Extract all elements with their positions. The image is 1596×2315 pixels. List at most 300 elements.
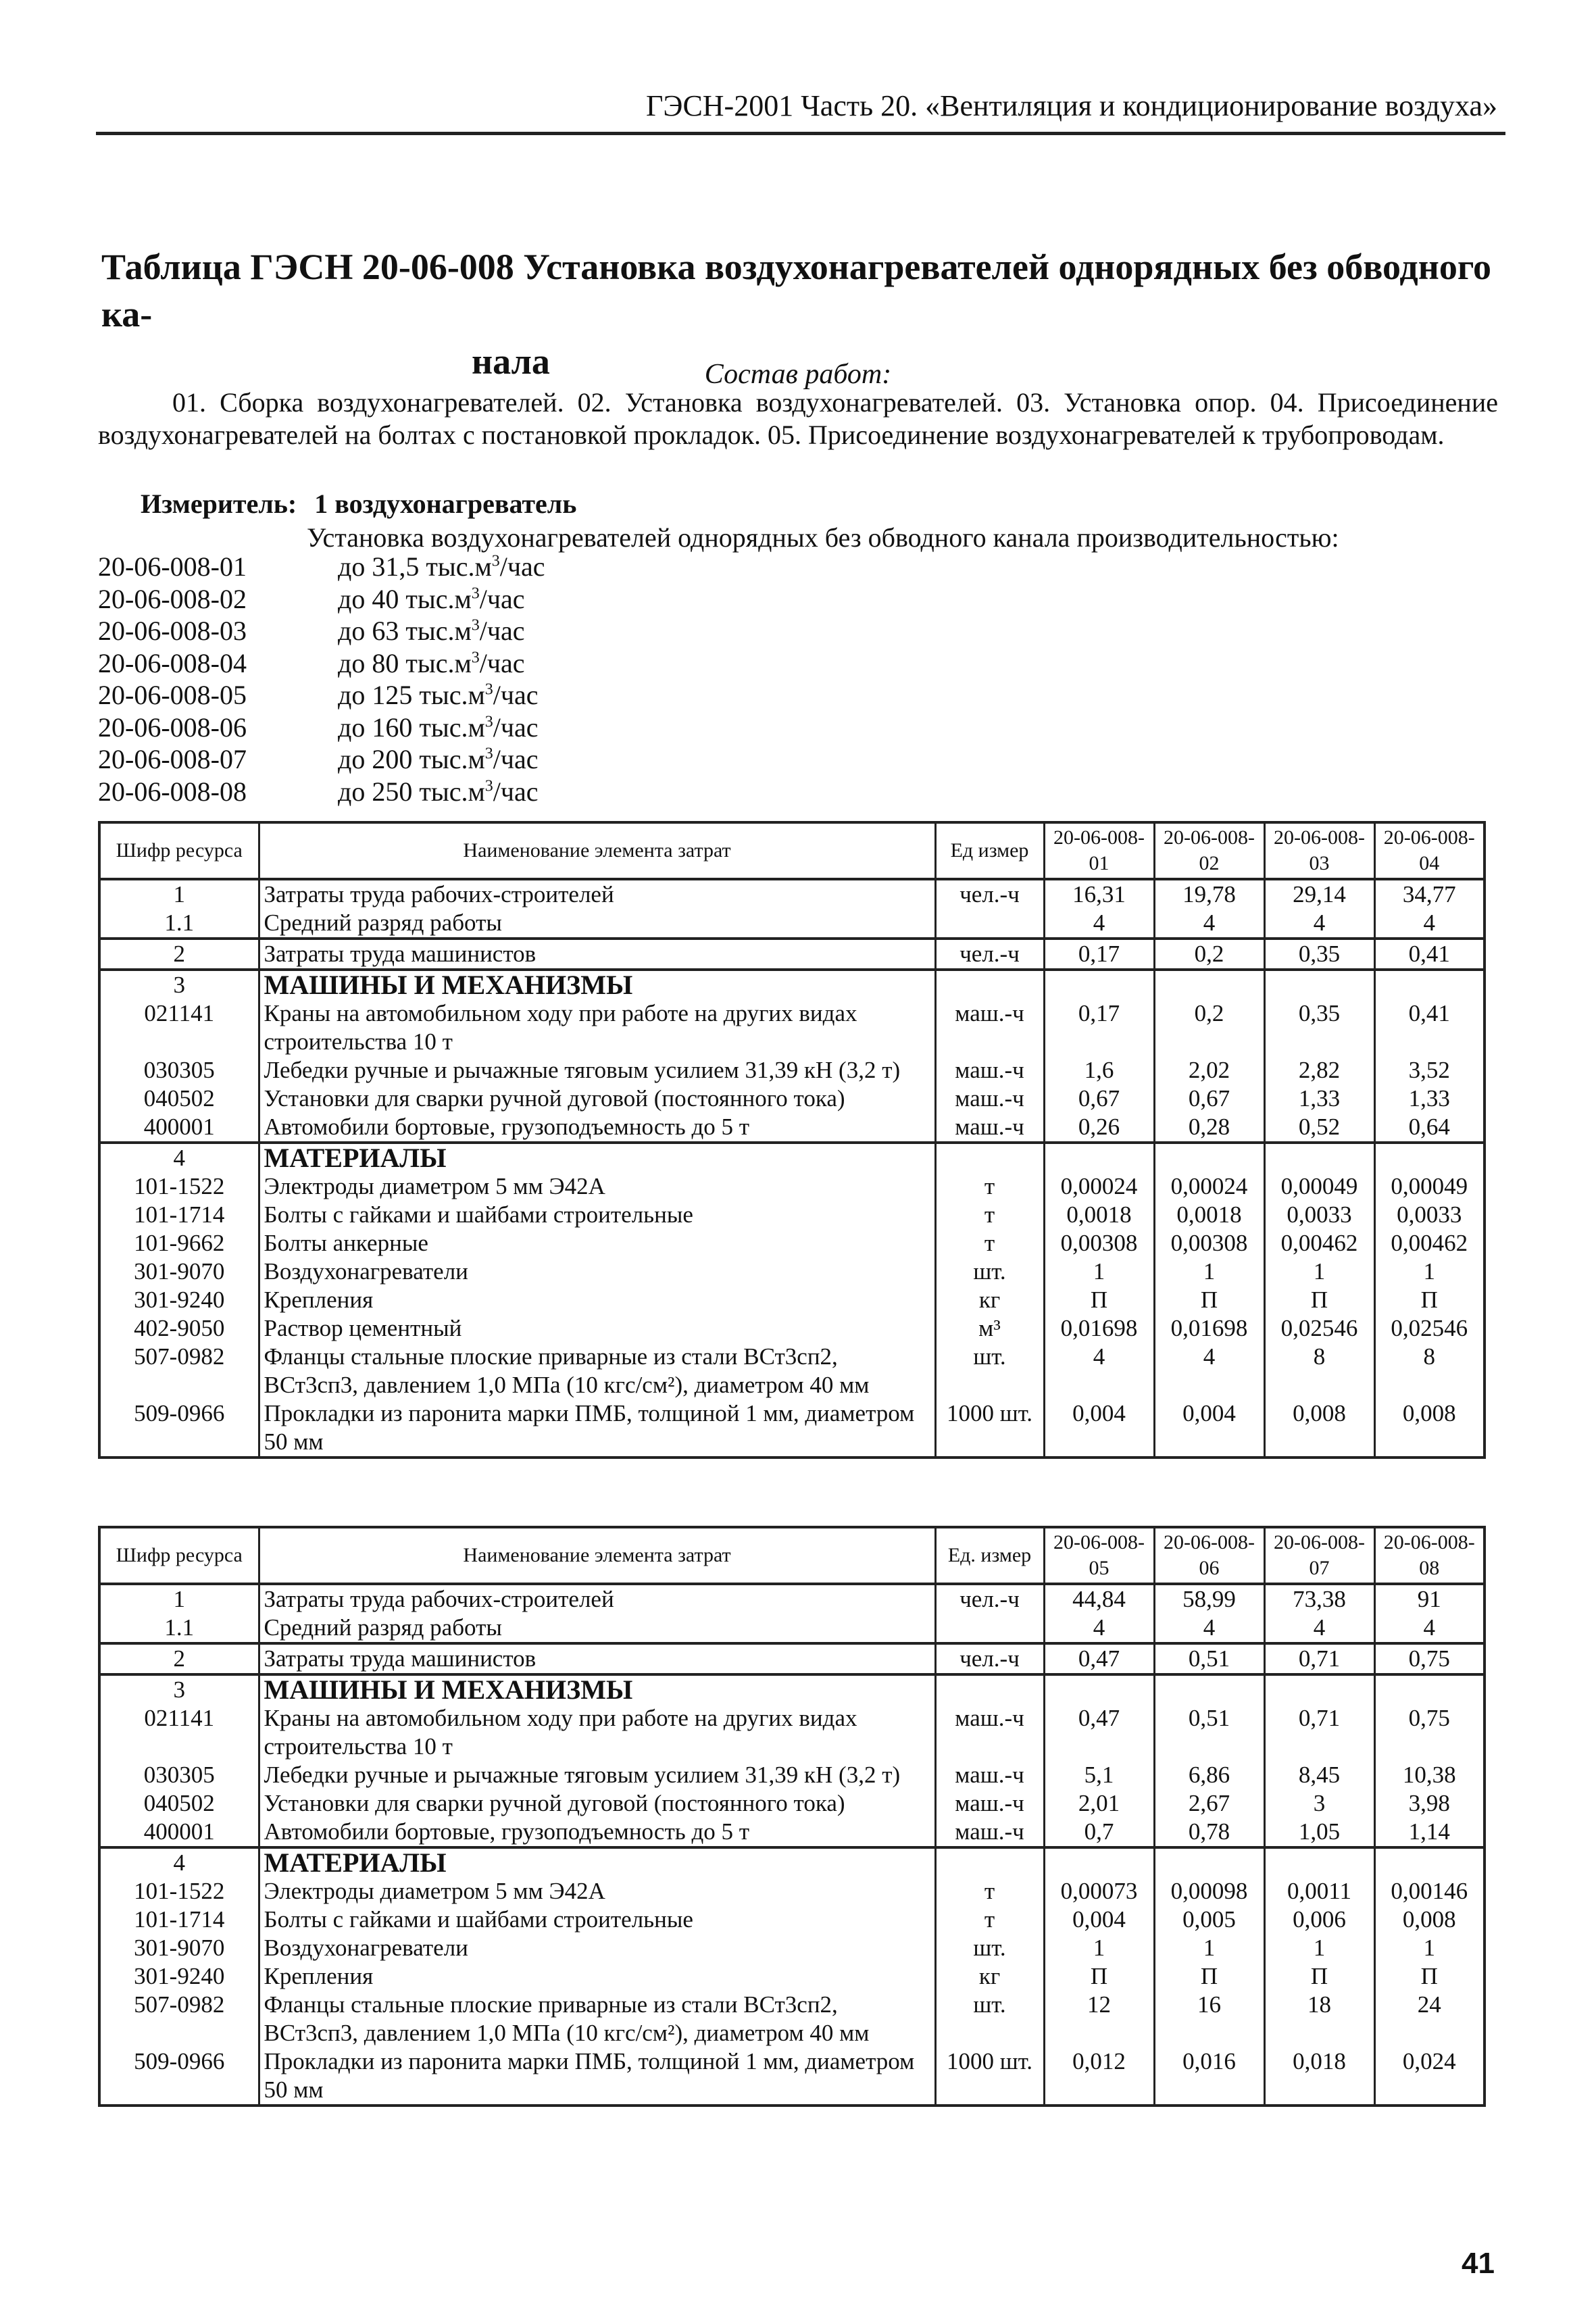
resource-unit: чел.-ч [935, 879, 1044, 909]
resource-value: 10,38 [1374, 1761, 1485, 1789]
resource-value: 1 [1264, 1258, 1374, 1286]
resource-code: 040502 [99, 1789, 259, 1818]
resource-code: 101-1522 [99, 1877, 259, 1906]
resource-value: 0,0018 [1044, 1201, 1154, 1229]
resource-value: П [1044, 1286, 1154, 1314]
resource-value: 1,14 [1374, 1818, 1485, 1847]
header-col-4: 20-06-008-04 [1374, 822, 1485, 879]
resource-value: 1 [1374, 1934, 1485, 1962]
unit-tail: /час [493, 744, 539, 774]
resource-unit: маш.-ч [935, 999, 1044, 1056]
resource-value: 0,41 [1374, 939, 1485, 970]
code-row [98, 647, 706, 680]
resource-unit: маш.-ч [935, 1818, 1044, 1847]
resource-value: П [1044, 1962, 1154, 1991]
table-row [99, 879, 1485, 909]
resource-value: 0,41 [1374, 999, 1485, 1056]
resource-value: 0,2 [1154, 999, 1264, 1056]
resource-value: 2,01 [1044, 1789, 1154, 1818]
resource-value: 0,016 [1154, 2047, 1264, 2106]
resource-code: 030305 [99, 1761, 259, 1789]
resource-table-2 [98, 1526, 1486, 2107]
resource-value: 2,82 [1264, 1056, 1374, 1085]
resource-value: 0,02546 [1264, 1314, 1374, 1343]
resource-unit: т [935, 1877, 1044, 1906]
resource-value: 1 [1154, 1934, 1264, 1962]
resource-name: Прокладки из паронита марки ПМБ, толщиной 1 мм, диаметром 50 мм [259, 2047, 935, 2106]
resource-name: Затраты труда машинистов [259, 1643, 935, 1674]
resource-value: 0,17 [1044, 939, 1154, 970]
resource-value: 1,33 [1374, 1085, 1485, 1113]
resource-value: 0,008 [1374, 1906, 1485, 1934]
resource-table-1 [98, 821, 1486, 1459]
header-col-2: 20-06-008-02 [1154, 822, 1264, 879]
resource-value: 0,008 [1264, 1399, 1374, 1458]
code-row [98, 679, 706, 712]
measure-label: Измеритель: [141, 489, 297, 519]
resource-value [1154, 1847, 1264, 1877]
resource-value: 4 [1044, 1614, 1154, 1643]
resource-code: 4 [99, 1847, 259, 1877]
resource-value: П [1264, 1962, 1374, 1991]
resource-unit [935, 970, 1044, 999]
resource-unit: кг [935, 1962, 1044, 1991]
code-description [338, 679, 539, 712]
resource-value: 6,86 [1154, 1761, 1264, 1789]
resource-value [1044, 1847, 1154, 1877]
resource-code: 1 [99, 1584, 259, 1614]
code-row [98, 743, 706, 776]
table-row [99, 1934, 1485, 1962]
unit-superscript: 3 [484, 745, 493, 763]
resource-value: 0,7 [1044, 1818, 1154, 1847]
resource-value: 0,018 [1264, 2047, 1374, 2106]
resource-name: Автомобили бортовые, грузоподъемность до 5 т [259, 1818, 935, 1847]
resource-code: 400001 [99, 1113, 259, 1143]
resource-name: Электроды диаметром 5 мм Э42А [259, 1877, 935, 1906]
page-number: 41 [1462, 2247, 1495, 2280]
resource-code: 2 [99, 939, 259, 970]
resource-unit: маш.-ч [935, 1761, 1044, 1789]
codes-intro: Установка воздухонагревателей однорядных без обводного канала производительностью: [307, 522, 1339, 553]
resource-unit [935, 1847, 1044, 1877]
resource-name: МАТЕРИАЛЫ [259, 1143, 935, 1172]
resource-unit: 1000 шт. [935, 1399, 1044, 1458]
resource-value: 1 [1374, 1258, 1485, 1286]
resource-name: Затраты труда рабочих-строителей [259, 1584, 935, 1614]
resource-value: 4 [1264, 909, 1374, 939]
header-code: Шифр ресурса [99, 822, 259, 879]
table-row [99, 939, 1485, 970]
resource-value [1374, 970, 1485, 999]
resource-value: 16,31 [1044, 879, 1154, 909]
measure-line [141, 488, 576, 520]
resource-value: 0,012 [1044, 2047, 1154, 2106]
resource-value: 0,0033 [1264, 1201, 1374, 1229]
resource-value: 0,17 [1044, 999, 1154, 1056]
code-capacity: до 125 тыс.м [338, 680, 485, 710]
table-title-line1: Таблица ГЭСН 20-06-008 Установка воздухонагревателей однорядных без обводного ка- [101, 247, 1492, 334]
resource-value: П [1374, 1962, 1485, 1991]
resource-unit: шт. [935, 1934, 1044, 1962]
resource-unit [935, 1143, 1044, 1172]
resource-value: П [1154, 1962, 1264, 1991]
resource-unit: шт. [935, 1258, 1044, 1286]
resource-value: 0,00462 [1264, 1229, 1374, 1258]
table-row [99, 1818, 1485, 1847]
resource-code: 101-1714 [99, 1906, 259, 1934]
resource-unit: маш.-ч [935, 1704, 1044, 1761]
code-capacity: до 160 тыс.м [338, 712, 485, 743]
resource-name: Воздухонагреватели [259, 1934, 935, 1962]
resource-value: 8 [1264, 1343, 1374, 1399]
resource-value: 1,6 [1044, 1056, 1154, 1085]
code-capacity: до 200 тыс.м [338, 744, 485, 774]
table-row [99, 1614, 1485, 1643]
table-title-line2: нала [472, 341, 550, 382]
resource-value: 0,008 [1374, 1399, 1485, 1458]
code-description [338, 743, 539, 776]
header-col-2: 20-06-008-06 [1154, 1527, 1264, 1584]
resource-value: 0,00049 [1264, 1172, 1374, 1201]
resource-value: 0,004 [1044, 1906, 1154, 1934]
resource-unit: шт. [935, 1343, 1044, 1399]
code-capacity: до 63 тыс.м [338, 616, 472, 646]
resource-value: 1 [1154, 1258, 1264, 1286]
resource-value: 4 [1154, 1343, 1264, 1399]
running-header [96, 84, 1505, 135]
resource-unit: маш.-ч [935, 1085, 1044, 1113]
unit-tail: /час [493, 680, 539, 710]
resource-value: 0,00146 [1374, 1877, 1485, 1906]
resource-code: 301-9240 [99, 1286, 259, 1314]
resource-unit: маш.-ч [935, 1789, 1044, 1818]
resource-name: Установки для сварки ручной дуговой (постоянного тока) [259, 1085, 935, 1113]
resource-name: Средний разряд работы [259, 1614, 935, 1643]
table-row [99, 999, 1485, 1056]
resource-value: 0,75 [1374, 1704, 1485, 1761]
unit-superscript: 3 [484, 777, 493, 795]
table-row [99, 1962, 1485, 1991]
code-capacity: до 80 тыс.м [338, 647, 472, 678]
resource-value: П [1154, 1286, 1264, 1314]
header-col-4: 20-06-008-08 [1374, 1527, 1485, 1584]
table-row [99, 1258, 1485, 1286]
resource-value: 0,35 [1264, 939, 1374, 970]
resource-value: 0,006 [1264, 1906, 1374, 1934]
code-description [338, 647, 525, 680]
table-row [99, 1761, 1485, 1789]
resource-value: 1 [1044, 1934, 1154, 1962]
running-header-text: ГЭСН-2001 Часть 20. «Вентиляция и кондиционирование воздуха» [645, 89, 1497, 122]
resource-code: 509-0966 [99, 2047, 259, 2106]
resource-name: Электроды диаметром 5 мм Э42А [259, 1172, 935, 1201]
resource-code: 301-9070 [99, 1934, 259, 1962]
resource-value: 19,78 [1154, 879, 1264, 909]
unit-tail: /час [493, 712, 539, 743]
resource-value: 18 [1264, 1991, 1374, 2047]
codes-list [98, 551, 706, 807]
composition-text: 01. Сборка воздухонагревателей. 02. Установка воздухонагревателей. 03. Установка опор. 04. Присоединение воздухонагревателей на болтах с постановкой прокладок. 05. Присоединение воздухонагревателей к трубопроводам. [98, 387, 1498, 450]
resource-value [1374, 1143, 1485, 1172]
resource-name: Затраты труда рабочих-строителей [259, 879, 935, 909]
code-row [98, 776, 706, 808]
resource-value [1374, 1674, 1485, 1704]
resource-value: 0,0018 [1154, 1201, 1264, 1229]
section-row [99, 970, 1485, 999]
resource-value: 5,1 [1044, 1761, 1154, 1789]
table-row [99, 1877, 1485, 1906]
code-capacity: до 31,5 тыс.м [338, 551, 492, 582]
resource-code: 101-1522 [99, 1172, 259, 1201]
unit-tail: /час [479, 583, 525, 614]
resource-value: 73,38 [1264, 1584, 1374, 1614]
resource-code: 1.1 [99, 1614, 259, 1643]
code-row [98, 712, 706, 744]
code-description [338, 615, 525, 647]
resource-value: 29,14 [1264, 879, 1374, 909]
unit-tail: /час [499, 551, 545, 582]
resource-code: 3 [99, 1674, 259, 1704]
resource-value: 8 [1374, 1343, 1485, 1399]
code-id: 20-06-008-05 [98, 680, 247, 710]
resource-value: П [1374, 1286, 1485, 1314]
resource-value: 3,98 [1374, 1789, 1485, 1818]
resource-value: 0,35 [1264, 999, 1374, 1056]
unit-tail: /час [479, 647, 525, 678]
resource-value: 0,67 [1044, 1085, 1154, 1113]
unit-tail: /час [493, 776, 539, 807]
resource-name: Лебедки ручные и рычажные тяговым усилием 31,39 кН (3,2 т) [259, 1761, 935, 1789]
resource-value: 0,28 [1154, 1113, 1264, 1143]
resource-value: 0,00098 [1154, 1877, 1264, 1906]
resource-value: 0,67 [1154, 1085, 1264, 1113]
resource-value: 12 [1044, 1991, 1154, 2047]
resource-value [1374, 1847, 1485, 1877]
resource-name: МАШИНЫ И МЕХАНИЗМЫ [259, 1674, 935, 1704]
resource-value: 44,84 [1044, 1584, 1154, 1614]
resource-value [1154, 970, 1264, 999]
resource-value: 0,26 [1044, 1113, 1154, 1143]
resource-code: 021141 [99, 999, 259, 1056]
unit-tail: /час [479, 616, 525, 646]
table-row [99, 1906, 1485, 1934]
resource-unit [935, 1614, 1044, 1643]
resource-name: Затраты труда машинистов [259, 939, 935, 970]
code-description [338, 551, 545, 583]
resource-name: Прокладки из паронита марки ПМБ, толщиной 1 мм, диаметром 50 мм [259, 1399, 935, 1458]
resource-name: Болты с гайками и шайбами строительные [259, 1906, 935, 1934]
resource-value: 4 [1264, 1614, 1374, 1643]
header-name: Наименование элемента затрат [259, 822, 935, 879]
resource-name: Болты с гайками и шайбами строительные [259, 1201, 935, 1229]
resource-code: 021141 [99, 1704, 259, 1761]
resource-value: 0,78 [1154, 1818, 1264, 1847]
code-description [338, 712, 539, 744]
resource-unit: шт. [935, 1991, 1044, 2047]
header-col-3: 20-06-008-03 [1264, 822, 1374, 879]
unit-superscript: 3 [471, 616, 480, 634]
resource-value: 1,33 [1264, 1085, 1374, 1113]
resource-value: 1 [1044, 1258, 1154, 1286]
resource-value: 0,00049 [1374, 1172, 1485, 1201]
code-id: 20-06-008-06 [98, 712, 247, 743]
resource-code: 2 [99, 1643, 259, 1674]
resource-value: 2,67 [1154, 1789, 1264, 1818]
resource-unit: чел.-ч [935, 939, 1044, 970]
table-row [99, 1286, 1485, 1314]
resource-value: 3 [1264, 1789, 1374, 1818]
resource-value: 0,0033 [1374, 1201, 1485, 1229]
header-col-1: 20-06-008-05 [1044, 1527, 1154, 1584]
resource-value: 0,00308 [1044, 1229, 1154, 1258]
table-row [99, 909, 1485, 939]
resource-value: 0,004 [1044, 1399, 1154, 1458]
resource-value: 0,51 [1154, 1704, 1264, 1761]
resource-code: 509-0966 [99, 1399, 259, 1458]
resource-value: 0,00462 [1374, 1229, 1485, 1258]
code-id: 20-06-008-03 [98, 616, 247, 646]
resource-value: 0,2 [1154, 939, 1264, 970]
resource-value: 4 [1044, 1343, 1154, 1399]
resource-code: 3 [99, 970, 259, 999]
resource-value: 58,99 [1154, 1584, 1264, 1614]
resource-unit: т [935, 1229, 1044, 1258]
resource-unit: 1000 шт. [935, 2047, 1044, 2106]
resource-name: Раствор цементный [259, 1314, 935, 1343]
resource-name: Краны на автомобильном ходу при работе на других видах строительства 10 т [259, 1704, 935, 1761]
table-row [99, 1643, 1485, 1674]
unit-superscript: 3 [491, 552, 500, 570]
resource-code: 400001 [99, 1818, 259, 1847]
measure-value: 1 воздухонагреватель [314, 489, 577, 519]
resource-unit: м³ [935, 1314, 1044, 1343]
resource-value: 16 [1154, 1991, 1264, 2047]
table-row [99, 1584, 1485, 1614]
resource-code: 1 [99, 879, 259, 909]
resource-name: МАТЕРИАЛЫ [259, 1847, 935, 1877]
resource-code: 507-0982 [99, 1991, 259, 2047]
resource-unit: чел.-ч [935, 1584, 1044, 1614]
resource-value: 0,52 [1264, 1113, 1374, 1143]
resource-code: 402-9050 [99, 1314, 259, 1343]
resource-value: 0,01698 [1044, 1314, 1154, 1343]
resource-value: 0,01698 [1154, 1314, 1264, 1343]
resource-code: 030305 [99, 1056, 259, 1085]
resource-name: Фланцы стальные плоские приварные из стали ВСт3сп2, ВСт3сп3, давлением 1,0 МПа (10 кгс/см²), диаметром 40 мм [259, 1991, 935, 2047]
composition-heading: Состав работ: [704, 359, 892, 390]
table-row [99, 1789, 1485, 1818]
resource-value: 4 [1374, 909, 1485, 939]
resource-code: 301-9240 [99, 1962, 259, 1991]
table-row [99, 1056, 1485, 1085]
resource-value [1044, 970, 1154, 999]
resource-name: Средний разряд работы [259, 909, 935, 939]
code-row [98, 615, 706, 647]
code-id: 20-06-008-08 [98, 776, 247, 807]
resource-code: 101-1714 [99, 1201, 259, 1229]
resource-value [1264, 970, 1374, 999]
table-row [99, 1704, 1485, 1761]
resource-value: 0,005 [1154, 1906, 1264, 1934]
resource-name: Автомобили бортовые, грузоподъемность до 5 т [259, 1113, 935, 1143]
resource-value: 0,51 [1154, 1643, 1264, 1674]
header-col-1: 20-06-008-01 [1044, 822, 1154, 879]
resource-value: 8,45 [1264, 1761, 1374, 1789]
resource-unit: т [935, 1172, 1044, 1201]
resource-value [1264, 1674, 1374, 1704]
resource-value: 0,71 [1264, 1643, 1374, 1674]
resource-value: 0,64 [1374, 1113, 1485, 1143]
resource-name: МАШИНЫ И МЕХАНИЗМЫ [259, 970, 935, 999]
resource-value [1044, 1674, 1154, 1704]
table-row [99, 1399, 1485, 1458]
resource-name: Краны на автомобильном ходу при работе на других видах строительства 10 т [259, 999, 935, 1056]
resource-value: 0,00024 [1154, 1172, 1264, 1201]
code-row [98, 583, 706, 616]
resource-unit [935, 1674, 1044, 1704]
resource-name: Воздухонагреватели [259, 1258, 935, 1286]
table-row [99, 2047, 1485, 2106]
resource-value: 4 [1044, 909, 1154, 939]
code-description [338, 776, 539, 808]
resource-value: 4 [1154, 1614, 1264, 1643]
code-id: 20-06-008-07 [98, 744, 247, 774]
resource-unit [935, 909, 1044, 939]
resource-name: Установки для сварки ручной дуговой (постоянного тока) [259, 1789, 935, 1818]
resource-value: 1 [1264, 1934, 1374, 1962]
resource-value: 0,024 [1374, 2047, 1485, 2106]
code-id: 20-06-008-04 [98, 647, 247, 678]
resource-value: 0,47 [1044, 1643, 1154, 1674]
resource-value: 0,47 [1044, 1704, 1154, 1761]
unit-superscript: 3 [471, 649, 480, 667]
resource-value: 0,71 [1264, 1704, 1374, 1761]
section-row [99, 1847, 1485, 1877]
resource-unit: т [935, 1906, 1044, 1934]
resource-code: 040502 [99, 1085, 259, 1113]
code-capacity: до 250 тыс.м [338, 776, 485, 807]
section-row [99, 1143, 1485, 1172]
unit-superscript: 3 [471, 584, 480, 603]
unit-superscript: 3 [484, 713, 493, 731]
resource-unit: т [935, 1201, 1044, 1229]
resource-value: 0,75 [1374, 1643, 1485, 1674]
header-name: Наименование элемента затрат [259, 1527, 935, 1584]
resource-value: 24 [1374, 1991, 1485, 2047]
resource-unit: маш.-ч [935, 1056, 1044, 1085]
resource-value: 0,00024 [1044, 1172, 1154, 1201]
resource-value: 0,00073 [1044, 1877, 1154, 1906]
resource-value [1264, 1143, 1374, 1172]
resource-value: 0,02546 [1374, 1314, 1485, 1343]
resource-value: 34,77 [1374, 879, 1485, 909]
resource-value: 3,52 [1374, 1056, 1485, 1085]
resource-value: 0,0011 [1264, 1877, 1374, 1906]
resource-code: 301-9070 [99, 1258, 259, 1286]
resource-name: Болты анкерные [259, 1229, 935, 1258]
table-row [99, 1172, 1485, 1201]
resource-name: Лебедки ручные и рычажные тяговым усилием 31,39 кН (3,2 т) [259, 1056, 935, 1085]
header-col-3: 20-06-008-07 [1264, 1527, 1374, 1584]
resource-value [1264, 1847, 1374, 1877]
resource-value: П [1264, 1286, 1374, 1314]
table-row [99, 1314, 1485, 1343]
code-description [338, 583, 525, 616]
header-unit: Ед. измер [935, 1527, 1044, 1584]
header-code: Шифр ресурса [99, 1527, 259, 1584]
code-capacity: до 40 тыс.м [338, 583, 472, 614]
